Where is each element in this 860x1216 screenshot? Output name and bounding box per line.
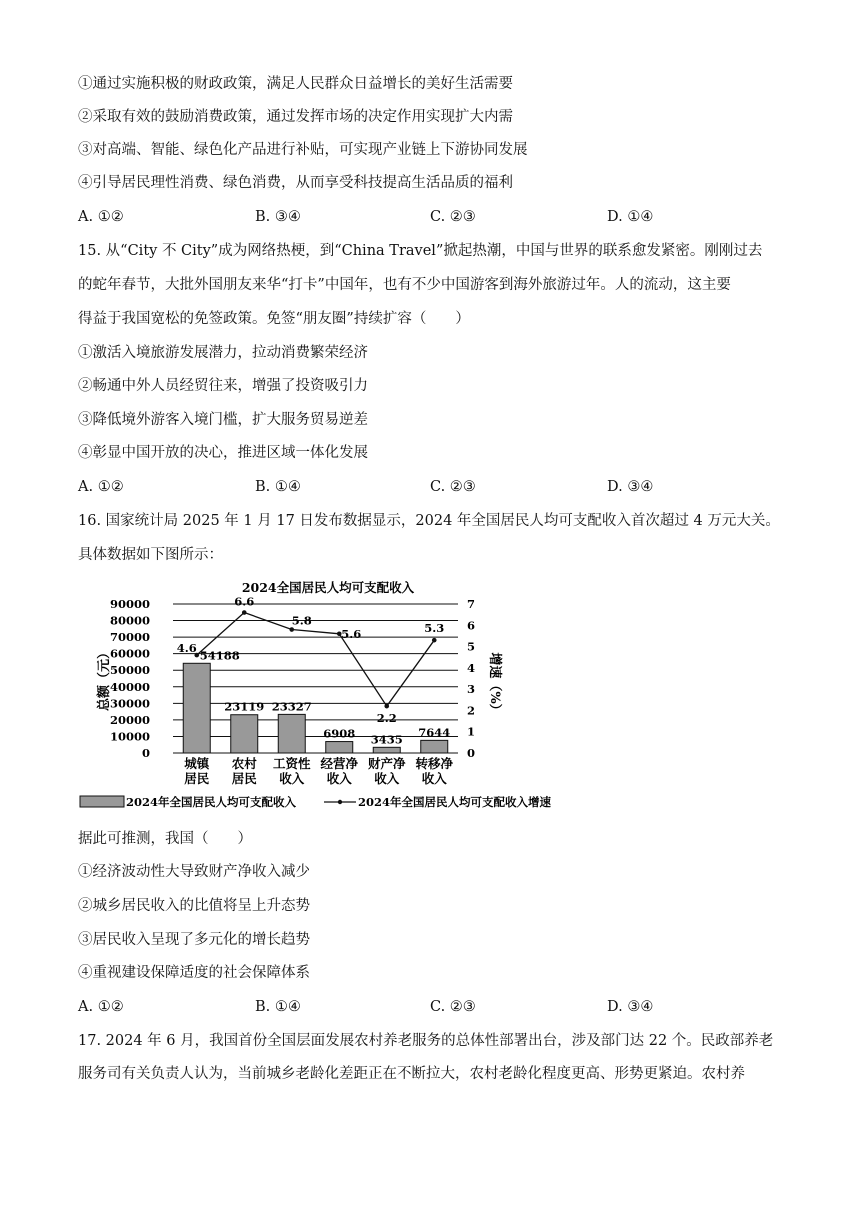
bar	[183, 663, 210, 753]
x-tick-label: 收入	[421, 771, 447, 786]
y-tick-label: 70000	[109, 630, 150, 645]
q16-choice-a: A. ①②	[78, 999, 124, 1015]
growth-value-label: 5.8	[291, 613, 312, 628]
q15-stem-line-1: 15. 从“City 不 City”成为网络热梗，到“China Travel”掀起热潮，中国与世界的联系愈发紧密。刚刚过去	[78, 243, 763, 259]
x-tick-label: 城镇	[184, 756, 210, 771]
q16-prompt: 据此可推测，我国（ ）	[78, 831, 252, 847]
bar	[326, 742, 353, 753]
q14-choice-d: D. ①④	[607, 209, 654, 225]
y2-tick-label: 3	[466, 682, 476, 697]
bar	[421, 740, 448, 753]
growth-point	[384, 704, 389, 709]
y-tick-label: 60000	[109, 646, 150, 661]
income-chart	[78, 575, 598, 815]
bar-value-label: 54188	[199, 648, 240, 663]
growth-value-label: 5.6	[341, 626, 362, 641]
growth-value-label: 5.3	[424, 621, 445, 636]
q16-choices	[78, 997, 798, 1017]
q15-option-4: ④彰显中国开放的决心，推进区域一体化发展	[78, 445, 368, 461]
y-tick-label: 50000	[109, 663, 150, 678]
bar	[373, 747, 400, 753]
q16-option-4: ④重视建设保障适度的社会保障体系	[78, 965, 310, 981]
q15-choices	[78, 477, 798, 497]
bar	[278, 714, 305, 753]
x-tick-label: 居民	[184, 771, 210, 786]
y-tick-label: 30000	[109, 696, 150, 711]
x-tick-label: 居民	[231, 771, 257, 786]
y-tick-label: 0	[141, 746, 150, 760]
q14-option-3: ③对高端、智能、绿色化产品进行补贴，可实现产业链上下游协同发展	[78, 142, 528, 158]
q14-choice-a: A. ①②	[78, 209, 124, 225]
chart-ylabel: 总额（元）	[97, 645, 112, 712]
bar-value-label: 23327	[271, 699, 312, 714]
growth-value-label: 6.6	[234, 594, 255, 609]
y2-tick-label: 1	[466, 724, 476, 739]
q15-stem-line-3: 得益于我国宽松的免签政策。免签“朋友圈”持续扩容（ ）	[78, 311, 470, 327]
chart-title: 2024全国居民人均可支配收入	[241, 580, 415, 595]
y2-tick-label: 5	[466, 639, 476, 654]
legend-bar-label: 2024年全国居民人均可支配收入	[126, 795, 297, 809]
q14-choice-b: B. ③④	[255, 209, 301, 225]
q17-stem-line-1: 17. 2024 年 6 月，我国首份全国层面发展农村养老服务的总体性部署出台，涉及部门达 22 个。民政部养老	[78, 1033, 774, 1049]
y2-tick-label: 2	[466, 703, 476, 718]
x-tick-label: 收入	[326, 771, 352, 786]
x-tick-label: 收入	[279, 771, 305, 786]
q16-option-2: ②城乡居民收入的比值将呈上升态势	[78, 898, 310, 914]
x-tick-label: 转移净	[415, 756, 454, 771]
q16-option-3: ③居民收入呈现了多元化的增长趋势	[78, 932, 310, 948]
q15-choice-b: B. ①④	[255, 479, 301, 495]
q16-stem-line-2: 具体数据如下图所示：	[78, 547, 223, 563]
y-tick-label: 40000	[109, 679, 150, 694]
chart-y2label: 增速（%）	[487, 652, 502, 717]
growth-value-label: 4.6	[176, 641, 197, 656]
q15-option-2: ②畅通中外人员经贸往来，增强了投资吸引力	[78, 378, 368, 394]
q15-choice-d: D. ③④	[607, 479, 654, 495]
q16-choice-d: D. ③④	[607, 999, 654, 1015]
q16-stem-line-1: 16. 国家统计局 2025 年 1 月 17 日发布数据显示，2024 年全国居民人均可支配收入首次超过 4 万元大关。	[78, 513, 780, 529]
legend-line-marker	[338, 800, 342, 804]
x-tick-label: 农村	[231, 756, 257, 771]
x-tick-label: 收入	[374, 771, 400, 786]
y2-tick-label: 6	[466, 618, 476, 633]
growth-point	[289, 627, 294, 632]
y-tick-label: 80000	[109, 613, 150, 628]
q17-stem-line-2: 服务司有关负责人认为，当前城乡老龄化差距正在不断拉大，农村老龄化程度更高、形势更紧迫。农村养	[78, 1066, 745, 1082]
q15-choice-a: A. ①②	[78, 479, 124, 495]
legend-line-label: 2024年全国居民人均可支配收入增速	[358, 795, 552, 809]
income-chart-svg	[78, 575, 598, 815]
y2-tick-label: 7	[466, 597, 476, 611]
y-tick-label: 20000	[109, 712, 150, 727]
q16-option-1: ①经济波动性大导致财产净收入减少	[78, 864, 310, 880]
q15-choice-c: C. ②③	[430, 479, 476, 495]
growth-point	[242, 610, 247, 615]
q15-option-1: ①激活入境旅游发展潜力，拉动消费繁荣经济	[78, 345, 368, 361]
q16-choice-b: B. ①④	[255, 999, 301, 1015]
x-tick-label: 经营净	[320, 756, 359, 771]
q14-option-4: ④引导居民理性消费、绿色消费，从而享受科技提高生活品质的福利	[78, 175, 513, 191]
y-tick-label: 10000	[109, 729, 150, 744]
q14-choice-c: C. ②③	[430, 209, 476, 225]
q14-option-2: ②采取有效的鼓励消费政策，通过发挥市场的决定作用实现扩大内需	[78, 109, 513, 125]
chart-bars	[183, 648, 450, 753]
q16-choice-c: C. ②③	[430, 999, 476, 1015]
y-tick-label: 90000	[109, 597, 150, 611]
bar-value-label: 6908	[323, 726, 356, 741]
bar-value-label: 3435	[370, 732, 403, 747]
x-tick-label: 工资性	[272, 756, 311, 771]
y2-tick-label: 4	[466, 660, 476, 675]
q14-option-1: ①通过实施积极的财政政策，满足人民群众日益增长的美好生活需要	[78, 76, 513, 92]
q14-choices	[78, 207, 798, 227]
chart-legend	[80, 795, 552, 809]
y2-tick-label: 0	[466, 746, 476, 760]
x-tick-label: 财产净	[367, 756, 406, 771]
legend-bar-swatch	[80, 796, 124, 807]
growth-point	[432, 638, 437, 643]
growth-value-label: 2.2	[376, 711, 397, 726]
bar-value-label: 7644	[418, 725, 451, 740]
bar	[231, 715, 258, 753]
q15-option-3: ③降低境外游客入境门槛，扩大服务贸易逆差	[78, 412, 368, 428]
bar-value-label: 23119	[224, 699, 265, 714]
chart-grid	[173, 604, 458, 753]
q15-stem-line-2: 的蛇年春节，大批外国朋友来华“打卡”中国年，也有不少中国游客到海外旅游过年。人的流动，这主要	[78, 277, 731, 293]
